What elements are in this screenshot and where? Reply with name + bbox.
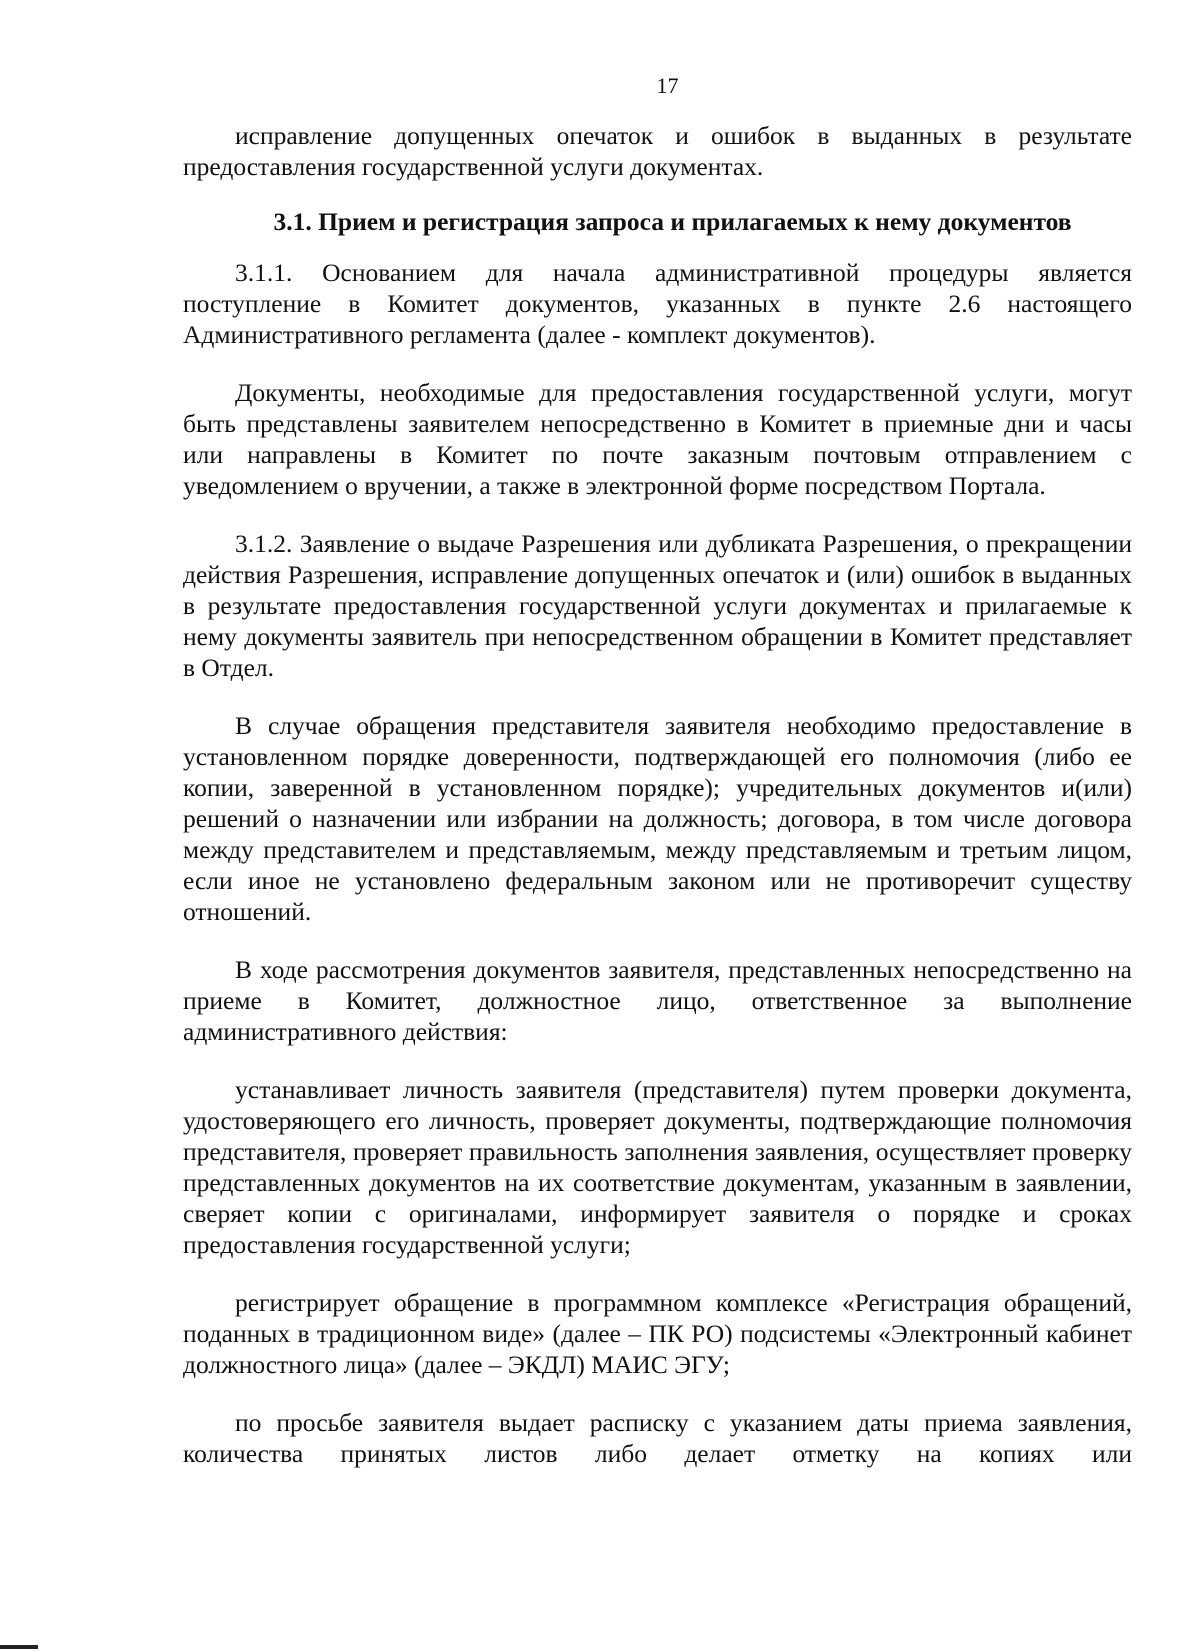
- section-heading-3-1: 3.1. Прием и регистрация запроса и прилагаемых к нему документов: [273, 207, 1072, 236]
- paragraph-receipt: по просьбе заявителя выдает расписку с указанием даты приема заявления, количества принятых листов либо делает отметку на копиях или: [183, 1408, 1132, 1468]
- paragraph-registration: регистрирует обращение в программном комплексе «Регистрация обращений, поданных в традиционном виде» (далее – ПК РО) подсистемы «Электронный кабинет должностного лица» (далее – ЭКДЛ) МАИС ЭГУ;: [183, 1288, 1132, 1379]
- page-number: 17: [656, 73, 679, 98]
- paragraph-review-procedure: В ходе рассмотрения документов заявителя, представленных непосредственно на приеме в Комитет, должностное лицо, ответственное за выполнение административного действия:: [183, 955, 1132, 1046]
- paragraph-identity-check: устанавливает личность заявителя (представителя) путем проверки документа, удостоверяющего его личность, проверяет документы, подтверждающие полномочия представителя, проверяет правильность заполнения заявления, осуществляет проверку представленных документов на их соответствие документам, указанным в заявлении, сверяет копии с оригиналами, информирует заявителя о порядке и сроках предоставления государственной услуги;: [183, 1075, 1132, 1259]
- paragraph-documents-submission: Документы, необходимые для предоставления государственной услуги, могут быть представлены заявителем непосредственно в Комитет в приемные дни и часы или направлены в Комитет по почте заказным почтовым отправлением с уведомлением о вручении, а также в электронной форме посредством Портала.: [183, 378, 1132, 500]
- paragraph-continuation: исправление допущенных опечаток и ошибок в выданных в результате предоставления государственной услуги документах.: [183, 121, 1132, 181]
- paragraph-3-1-1: 3.1.1. Основанием для начала административной процедуры является поступление в Комитет документов, указанных в пункте 2.6 настоящего Административного регламента (далее - комплект документов).: [183, 258, 1132, 349]
- scan-edge-mark: [0, 1645, 38, 1649]
- paragraph-3-1-2: 3.1.2. Заявление о выдаче Разрешения или дубликата Разрешения, о прекращении действия Разрешения, исправление допущенных опечаток и (или) ошибок в выданных в результате предоставления государственной услуги документах и прилагаемые к нему документы заявитель при непосредственном обращении в Комитет представляет в Отдел.: [183, 529, 1132, 682]
- paragraph-representative: В случае обращения представителя заявителя необходимо предоставление в установленном порядке доверенности, подтверждающей его полномочия (либо ее копии, заверенной в установленном порядке); учредительных документов и(или) решений о назначении или избрании на должность; договора, в том числе договора между представителем и представляемым, между представляемым и третьим лицом, если иное не установлено федеральным законом или не противоречит существу отношений.: [183, 711, 1132, 926]
- document-page: [183, 74, 1132, 1469]
